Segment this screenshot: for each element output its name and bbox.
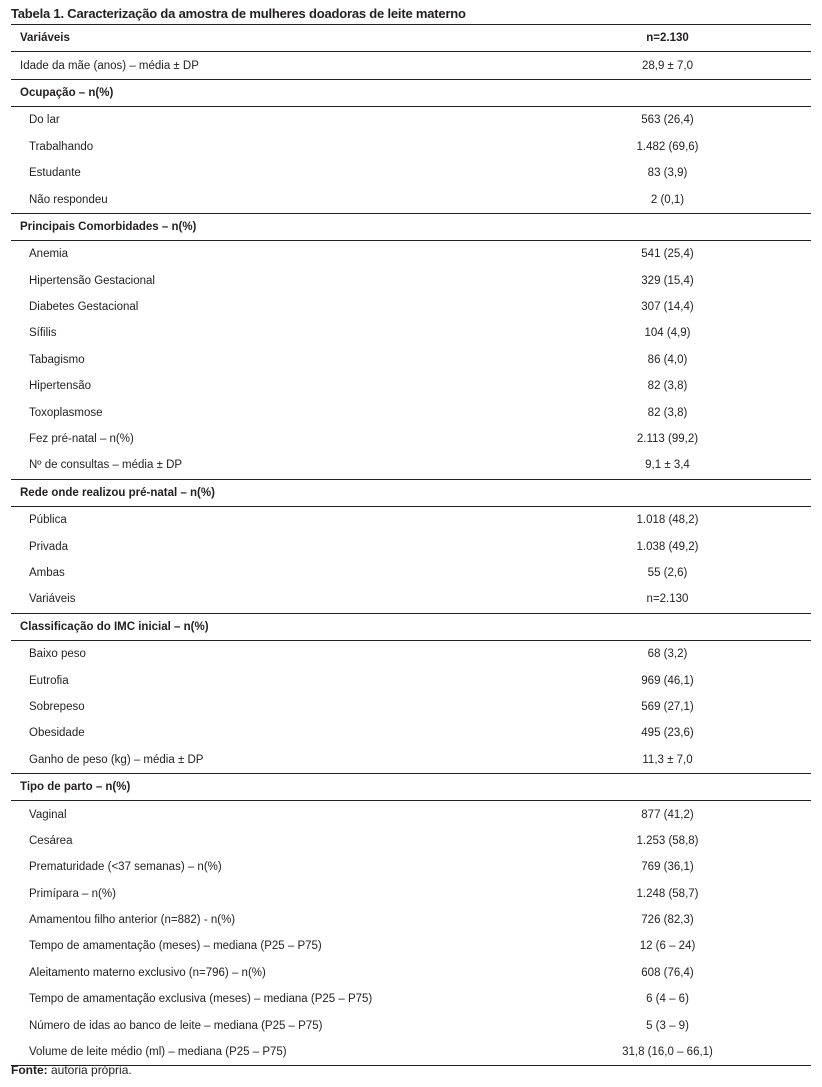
row-value [550, 773, 811, 800]
row-label: Não respondeu [11, 186, 550, 213]
row-label: Principais Comorbidades – n(%) [11, 213, 550, 240]
row-value: 2 (0,1) [550, 186, 811, 213]
row-label: Ganho de peso (kg) – média ± DP [11, 747, 550, 774]
section-header-row [11, 773, 811, 800]
row-value: 104 (4,9) [644, 327, 691, 340]
header-label: Variáveis [11, 25, 550, 52]
row-value [550, 613, 811, 640]
table-row [11, 560, 811, 586]
table-row [11, 268, 811, 294]
row-value: 307 (14,4) [641, 301, 694, 314]
row-value: 28,9 ± 7,0 [550, 52, 811, 79]
row-value: 9,1 ± 3,4 [550, 452, 811, 479]
table-row [11, 586, 811, 613]
row-label: Hipertensão Gestacional [29, 274, 155, 287]
table-row [11, 907, 811, 933]
row-value: 726 (82,3) [641, 914, 694, 927]
row-label: Hipertensão [29, 380, 92, 393]
row-label: Toxoplasmose [29, 406, 103, 419]
table-row [11, 507, 811, 534]
table-row [11, 933, 811, 959]
row-label: Primípara – n(%) [29, 887, 116, 900]
row-label: Ocupação – n(%) [11, 79, 550, 106]
table-row [11, 134, 811, 160]
row-label: Tempo de amamentação exclusiva (meses) – mediana (P25 – P75) [29, 993, 373, 1006]
table-row [11, 186, 811, 213]
row-value: 82 (3,8) [647, 380, 688, 393]
row-label: Sobrepeso [29, 700, 85, 713]
row-label: Nº de consultas – média ± DP [11, 452, 550, 479]
table-row [11, 373, 811, 399]
row-label: Classificação do IMC inicial – n(%) [11, 613, 550, 640]
section-header-row [11, 79, 811, 106]
row-value: 2.113 (99,2) [636, 433, 699, 446]
row-value: 5 (3 – 9) [646, 1019, 689, 1032]
row-value: 1.248 (58,7) [636, 887, 699, 900]
section-header-row [11, 479, 811, 506]
table-row [11, 426, 811, 452]
row-label: Trabalhando [29, 140, 94, 153]
row-value: 55 (2,6) [647, 567, 688, 579]
table-caption: Tabela 1. Caracterização da amostra de mulheres doadoras de leite materno [11, 6, 466, 21]
table-row [11, 667, 811, 693]
table-row [11, 452, 811, 479]
table-row [11, 694, 811, 720]
row-label: Diabetes Gestacional [29, 301, 139, 314]
row-label: Pública [29, 514, 67, 527]
row-value: 83 (3,9) [647, 167, 688, 180]
row-label: Vaginal [29, 808, 67, 821]
table-row [11, 801, 811, 828]
table-row [11, 828, 811, 854]
source-text: autoria própria. [47, 1063, 132, 1077]
table-row [11, 399, 811, 425]
row-value: 541 (25,4) [641, 248, 694, 261]
row-value: 495 (23,6) [641, 727, 694, 740]
table-row [11, 52, 811, 79]
row-label: Tipo de parto – n(%) [11, 773, 550, 800]
table-row [11, 960, 811, 986]
row-label: Tabagismo [29, 353, 85, 366]
row-label: Prematuridade (<37 semanas) – n(%) [29, 861, 222, 874]
table-row [11, 347, 811, 373]
table-row [11, 854, 811, 880]
row-value: 769 (36,1) [641, 861, 694, 874]
row-label: Número de idas ao banco de leite – mediana (P25 – P75) [29, 1019, 323, 1032]
table-row [11, 747, 811, 774]
row-label: Aleitamento materno exclusivo (n=796) – n(%) [29, 966, 266, 979]
table-row [11, 107, 811, 134]
row-label: Fez pré-natal – n(%) [29, 433, 134, 446]
row-label: Variáveis [11, 586, 550, 613]
row-value: 31,8 (16,0 – 66,1) [550, 1039, 811, 1066]
table-row [11, 720, 811, 746]
table-row [11, 533, 811, 559]
row-label: Rede onde realizou pré-natal – n(%) [11, 479, 550, 506]
row-label: Baixo peso [29, 648, 86, 661]
row-label: Idade da mãe (anos) – média ± DP [11, 52, 550, 79]
row-label: Anemia [29, 248, 68, 261]
row-value [550, 479, 811, 506]
row-value: 608 (76,4) [641, 966, 694, 979]
row-label: Do lar [29, 114, 60, 127]
row-label: Eutrofia [29, 674, 69, 687]
row-label: Tempo de amamentação (meses) – mediana (P25 – P75) [29, 940, 322, 953]
row-value: n=2.130 [550, 586, 811, 613]
row-value [550, 79, 811, 106]
row-label: Amamentou filho anterior (n=882) - n(%) [29, 914, 236, 927]
row-value: 1.482 (69,6) [636, 140, 699, 153]
row-value: 12 (6 – 24) [639, 940, 696, 953]
source-label: Fonte: [11, 1063, 48, 1077]
table-row [11, 241, 811, 268]
table-row [11, 986, 811, 1012]
section-header-row [11, 213, 811, 240]
table-header-row [11, 25, 811, 52]
table-row [11, 640, 811, 667]
row-label: Privada [29, 540, 68, 553]
table-row [11, 1039, 811, 1066]
row-value: 86 (4,0) [647, 353, 688, 366]
row-value: 6 (4 – 6) [646, 993, 689, 1006]
row-value: 329 (15,4) [641, 274, 694, 287]
row-value: 969 (46,1) [641, 674, 694, 687]
row-label: Ambas [29, 567, 65, 579]
row-value: 1.038 (49,2) [636, 540, 699, 553]
row-label: Estudante [29, 167, 81, 180]
row-value: 569 (27,1) [641, 700, 694, 713]
section-header-row [11, 613, 811, 640]
row-value: 1.253 (58,8) [636, 834, 699, 847]
table-row [11, 320, 811, 346]
row-value: 11,3 ± 7,0 [550, 747, 811, 774]
row-value: 563 (26,4) [641, 114, 694, 127]
table-row [11, 1012, 811, 1038]
row-value [550, 213, 811, 240]
table-source [11, 1063, 132, 1077]
row-label: Sífilis [29, 327, 57, 340]
row-label: Volume de leite médio (ml) – mediana (P25 – P75) [11, 1039, 550, 1066]
row-label: Obesidade [29, 727, 85, 740]
table-row [11, 160, 811, 186]
row-value: 68 (3,2) [647, 648, 688, 661]
row-value: 82 (3,8) [647, 406, 688, 419]
characterization-table [11, 24, 811, 1066]
table-row [11, 881, 811, 907]
row-value: 877 (41,2) [641, 808, 694, 821]
table-body [11, 25, 811, 1066]
row-label: Cesárea [29, 834, 73, 847]
header-value: n=2.130 [550, 25, 811, 52]
table-row [11, 294, 811, 320]
row-value: 1.018 (48,2) [636, 514, 699, 527]
